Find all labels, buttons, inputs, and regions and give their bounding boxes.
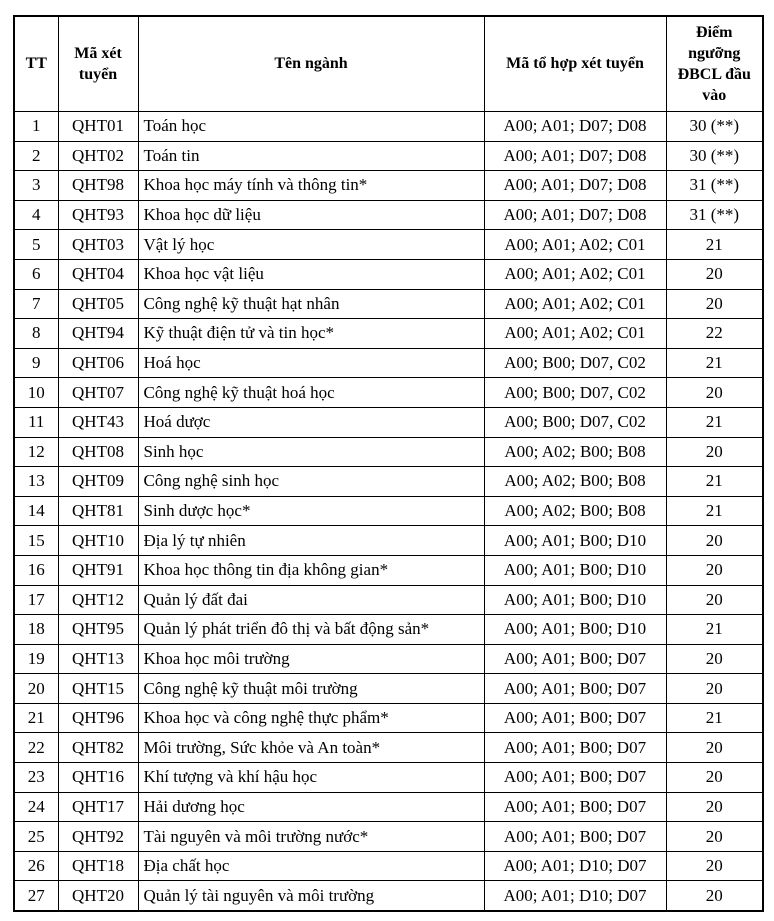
cell-major-name: Tài nguyên và môi trường nước* [138,822,484,852]
table-row [14,615,763,645]
cell-row-number: 4 [14,200,58,230]
table-row [14,378,763,408]
cell-major-name: Công nghệ kỹ thuật môi trường [138,674,484,704]
cell-threshold-score: 20 [666,555,763,585]
cell-admission-code: QHT95 [58,615,138,645]
cell-admission-code: QHT06 [58,348,138,378]
cell-combination-codes: A00; B00; D07, C02 [484,348,666,378]
cell-major-name: Khoa học môi trường [138,644,484,674]
table-row [14,171,763,201]
table-row [14,763,763,793]
cell-row-number: 2 [14,141,58,171]
cell-major-name: Hải dương học [138,792,484,822]
cell-row-number: 19 [14,644,58,674]
table-row [14,141,763,171]
table-row [14,407,763,437]
cell-combination-codes: A00; A01; A02; C01 [484,259,666,289]
cell-admission-code: QHT98 [58,171,138,201]
cell-threshold-score: 20 [666,585,763,615]
cell-row-number: 11 [14,407,58,437]
cell-combination-codes: A00; A02; B00; B08 [484,437,666,467]
cell-major-name: Môi trường, Sức khỏe và An toàn* [138,733,484,763]
cell-row-number: 6 [14,259,58,289]
cell-threshold-score: 21 [666,467,763,497]
cell-major-name: Sinh dược học* [138,496,484,526]
cell-combination-codes: A00; B00; D07, C02 [484,407,666,437]
cell-admission-code: QHT43 [58,407,138,437]
cell-major-name: Vật lý học [138,230,484,260]
cell-threshold-score: 20 [666,792,763,822]
cell-row-number: 15 [14,526,58,556]
cell-threshold-score: 20 [666,644,763,674]
table-row [14,881,763,911]
cell-threshold-score: 20 [666,822,763,852]
table-row [14,467,763,497]
table-row [14,703,763,733]
cell-threshold-score: 20 [666,259,763,289]
table-row [14,319,763,349]
cell-row-number: 18 [14,615,58,645]
column-header-tt: TT [14,16,58,112]
cell-threshold-score: 20 [666,881,763,911]
cell-row-number: 9 [14,348,58,378]
cell-admission-code: QHT20 [58,881,138,911]
column-header-name: Tên ngành [138,16,484,112]
cell-combination-codes: A00; A01; B00; D07 [484,822,666,852]
cell-admission-code: QHT01 [58,112,138,142]
cell-row-number: 25 [14,822,58,852]
table-row [14,555,763,585]
table-header [14,16,763,112]
cell-major-name: Công nghệ sinh học [138,467,484,497]
cell-combination-codes: A00; A01; B00; D10 [484,526,666,556]
cell-row-number: 21 [14,703,58,733]
table-row [14,437,763,467]
cell-admission-code: QHT17 [58,792,138,822]
cell-row-number: 14 [14,496,58,526]
cell-major-name: Công nghệ kỹ thuật hoá học [138,378,484,408]
cell-row-number: 12 [14,437,58,467]
cell-threshold-score: 20 [666,733,763,763]
cell-major-name: Toán học [138,112,484,142]
cell-threshold-score: 21 [666,230,763,260]
cell-major-name: Khoa học dữ liệu [138,200,484,230]
table-row [14,348,763,378]
cell-row-number: 27 [14,881,58,911]
table-row [14,792,763,822]
cell-major-name: Khí tượng và khí hậu học [138,763,484,793]
cell-combination-codes: A00; A01; B00; D07 [484,674,666,704]
cell-row-number: 13 [14,467,58,497]
cell-admission-code: QHT12 [58,585,138,615]
cell-major-name: Kỹ thuật điện tử và tin học* [138,319,484,349]
cell-major-name: Sinh học [138,437,484,467]
cell-major-name: Khoa học thông tin địa không gian* [138,555,484,585]
cell-combination-codes: A00; A01; A02; C01 [484,319,666,349]
cell-row-number: 1 [14,112,58,142]
cell-major-name: Địa chất học [138,851,484,881]
cell-threshold-score: 20 [666,526,763,556]
cell-combination-codes: A00; A01; B00; D10 [484,585,666,615]
cell-threshold-score: 20 [666,674,763,704]
cell-row-number: 26 [14,851,58,881]
cell-threshold-score: 31 (**) [666,200,763,230]
header-row [14,16,763,112]
table-body [14,112,763,912]
cell-combination-codes: A00; A01; B00; D07 [484,763,666,793]
cell-admission-code: QHT91 [58,555,138,585]
cell-threshold-score: 20 [666,378,763,408]
cell-threshold-score: 21 [666,496,763,526]
table-row [14,674,763,704]
cell-admission-code: QHT13 [58,644,138,674]
cell-row-number: 3 [14,171,58,201]
cell-row-number: 5 [14,230,58,260]
cell-combination-codes: A00; A01; D10; D07 [484,851,666,881]
cell-row-number: 24 [14,792,58,822]
table-row [14,585,763,615]
cell-admission-code: QHT16 [58,763,138,793]
cell-major-name: Khoa học và công nghệ thực phẩm* [138,703,484,733]
cell-combination-codes: A00; A01; D07; D08 [484,171,666,201]
cell-combination-codes: A00; A01; D07; D08 [484,200,666,230]
table-row [14,289,763,319]
cell-threshold-score: 22 [666,319,763,349]
cell-admission-code: QHT96 [58,703,138,733]
cell-combination-codes: A00; A01; D07; D08 [484,112,666,142]
cell-threshold-score: 31 (**) [666,171,763,201]
cell-admission-code: QHT81 [58,496,138,526]
cell-admission-code: QHT92 [58,822,138,852]
cell-row-number: 7 [14,289,58,319]
cell-major-name: Quản lý đất đai [138,585,484,615]
cell-threshold-score: 21 [666,615,763,645]
cell-threshold-score: 21 [666,703,763,733]
table-row [14,822,763,852]
cell-admission-code: QHT05 [58,289,138,319]
table-row [14,259,763,289]
cell-threshold-score: 30 (**) [666,112,763,142]
cell-threshold-score: 30 (**) [666,141,763,171]
cell-major-name: Khoa học vật liệu [138,259,484,289]
cell-row-number: 22 [14,733,58,763]
cell-combination-codes: A00; A01; B00; D07 [484,792,666,822]
cell-admission-code: QHT18 [58,851,138,881]
cell-major-name: Địa lý tự nhiên [138,526,484,556]
cell-row-number: 16 [14,555,58,585]
cell-major-name: Công nghệ kỹ thuật hạt nhân [138,289,484,319]
cell-row-number: 23 [14,763,58,793]
cell-major-name: Khoa học máy tính và thông tin* [138,171,484,201]
cell-threshold-score: 21 [666,348,763,378]
column-header-score: Điểm ngưỡng ĐBCL đầu vào [666,16,763,112]
table-row [14,526,763,556]
cell-admission-code: QHT93 [58,200,138,230]
cell-admission-code: QHT15 [58,674,138,704]
table-row [14,230,763,260]
cell-threshold-score: 21 [666,407,763,437]
cell-admission-code: QHT82 [58,733,138,763]
cell-combination-codes: A00; A02; B00; B08 [484,467,666,497]
cell-threshold-score: 20 [666,851,763,881]
cell-admission-code: QHT03 [58,230,138,260]
column-header-combos: Mã tổ hợp xét tuyển [484,16,666,112]
column-header-code: Mã xét tuyển [58,16,138,112]
cell-combination-codes: A00; A01; B00; D10 [484,615,666,645]
cell-combination-codes: A00; A01; D07; D08 [484,141,666,171]
cell-threshold-score: 20 [666,763,763,793]
cell-admission-code: QHT10 [58,526,138,556]
cell-threshold-score: 20 [666,289,763,319]
cell-combination-codes: A00; A01; A02; C01 [484,230,666,260]
cell-combination-codes: A00; A01; B00; D10 [484,555,666,585]
cell-major-name: Quản lý phát triển đô thị và bất động sản* [138,615,484,645]
table-row [14,644,763,674]
cell-row-number: 20 [14,674,58,704]
cell-major-name: Toán tin [138,141,484,171]
table-row [14,851,763,881]
cell-admission-code: QHT94 [58,319,138,349]
cell-admission-code: QHT08 [58,437,138,467]
cell-admission-code: QHT07 [58,378,138,408]
cell-threshold-score: 20 [666,437,763,467]
cell-admission-code: QHT02 [58,141,138,171]
admissions-table [13,15,764,912]
table-row [14,200,763,230]
cell-row-number: 8 [14,319,58,349]
cell-combination-codes: A00; A01; B00; D07 [484,733,666,763]
cell-combination-codes: A00; A01; D10; D07 [484,881,666,911]
cell-admission-code: QHT09 [58,467,138,497]
cell-combination-codes: A00; A01; B00; D07 [484,644,666,674]
table-row [14,112,763,142]
cell-admission-code: QHT04 [58,259,138,289]
table-row [14,496,763,526]
cell-combination-codes: A00; A02; B00; B08 [484,496,666,526]
cell-row-number: 10 [14,378,58,408]
cell-major-name: Hoá dược [138,407,484,437]
table-row [14,733,763,763]
cell-major-name: Quản lý tài nguyên và môi trường [138,881,484,911]
cell-combination-codes: A00; B00; D07, C02 [484,378,666,408]
cell-combination-codes: A00; A01; B00; D07 [484,703,666,733]
cell-combination-codes: A00; A01; A02; C01 [484,289,666,319]
cell-major-name: Hoá học [138,348,484,378]
cell-row-number: 17 [14,585,58,615]
